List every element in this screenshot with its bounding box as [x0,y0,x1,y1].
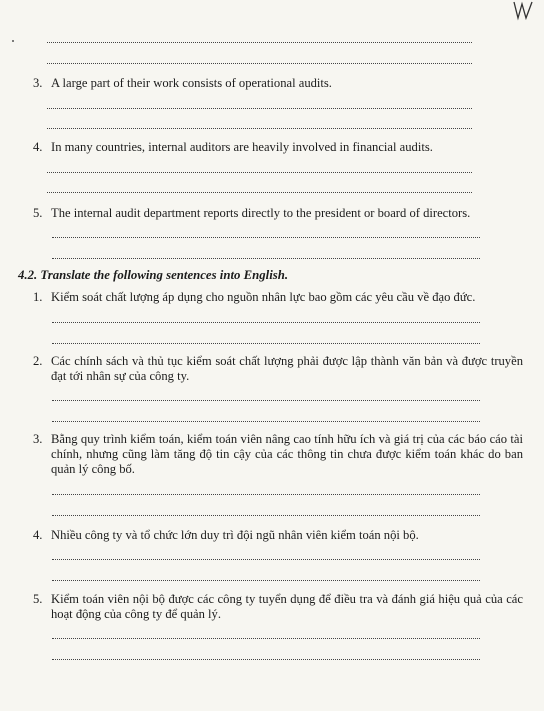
item-text: A large part of their work consists of operational audits. [51,76,332,90]
item-number: 4. [33,140,43,154]
sentence-item [33,76,523,91]
answer-line[interactable] [47,63,472,64]
item-text: In many countries, internal auditors are heavily involved in financial audits. [51,140,433,154]
answer-line[interactable] [52,258,480,259]
item-text: Nhiều công ty và tổ chức lớn duy trì đội ngũ nhân viên kiểm toán nội bộ. [51,528,419,542]
item-number: 5. [33,206,43,220]
item-text: Các chính sách và thủ tục kiểm soát chất lượng phải được lập thành văn bản và được truyền đạt tới nhân sự của công ty. [51,354,523,383]
section-heading: 4.2. Translate the following sentences into English. [18,268,289,282]
handwritten-mark-icon [508,0,538,22]
answer-line[interactable] [52,659,480,660]
answer-line[interactable] [52,421,480,422]
sentence-item [33,432,523,477]
item-text: Bằng quy trình kiểm toán, kiểm toán viên nâng cao tính hữu ích và giá trị của các báo cáo tài chính, nhưng cũng làm tăng độ tin cậy của các thông tin chưa được kiểm toán khác do ban quản lý công bố. [51,432,523,476]
item-number: 2. [33,354,43,368]
answer-line[interactable] [52,494,480,495]
item-number: 4. [33,528,43,542]
answer-line[interactable] [52,237,480,238]
answer-line[interactable] [47,128,472,129]
sentence-item [33,206,523,221]
answer-line[interactable] [47,108,472,109]
item-number: 5. [33,592,43,606]
answer-line[interactable] [47,192,472,193]
answer-line[interactable] [52,322,480,323]
answer-line[interactable] [52,559,480,560]
item-number: 3. [33,432,43,446]
item-text: The internal audit department reports directly to the president or board of directors. [51,206,471,220]
answer-line[interactable] [47,172,472,173]
answer-line[interactable] [52,638,480,639]
sentence-item [33,354,523,384]
answer-line[interactable] [52,515,480,516]
sentence-item [33,592,523,622]
item-text: Kiểm soát chất lượng áp dụng cho nguồn nhân lực bao gồm các yêu cầu về đạo đức. [51,290,476,304]
item-text: Kiểm toán viên nội bộ được các công ty tuyển dụng để điều tra và đánh giá hiệu quả của các hoạt động của công ty để quản lý. [51,592,523,621]
answer-line[interactable] [47,42,472,43]
paper-speck [12,40,14,42]
answer-line[interactable] [52,400,480,401]
sentence-item [33,528,523,543]
answer-line[interactable] [52,343,480,344]
item-number: 1. [33,290,43,304]
sentence-item [33,290,523,305]
item-number: 3. [33,76,43,90]
sentence-item [33,140,523,155]
answer-line[interactable] [52,580,480,581]
